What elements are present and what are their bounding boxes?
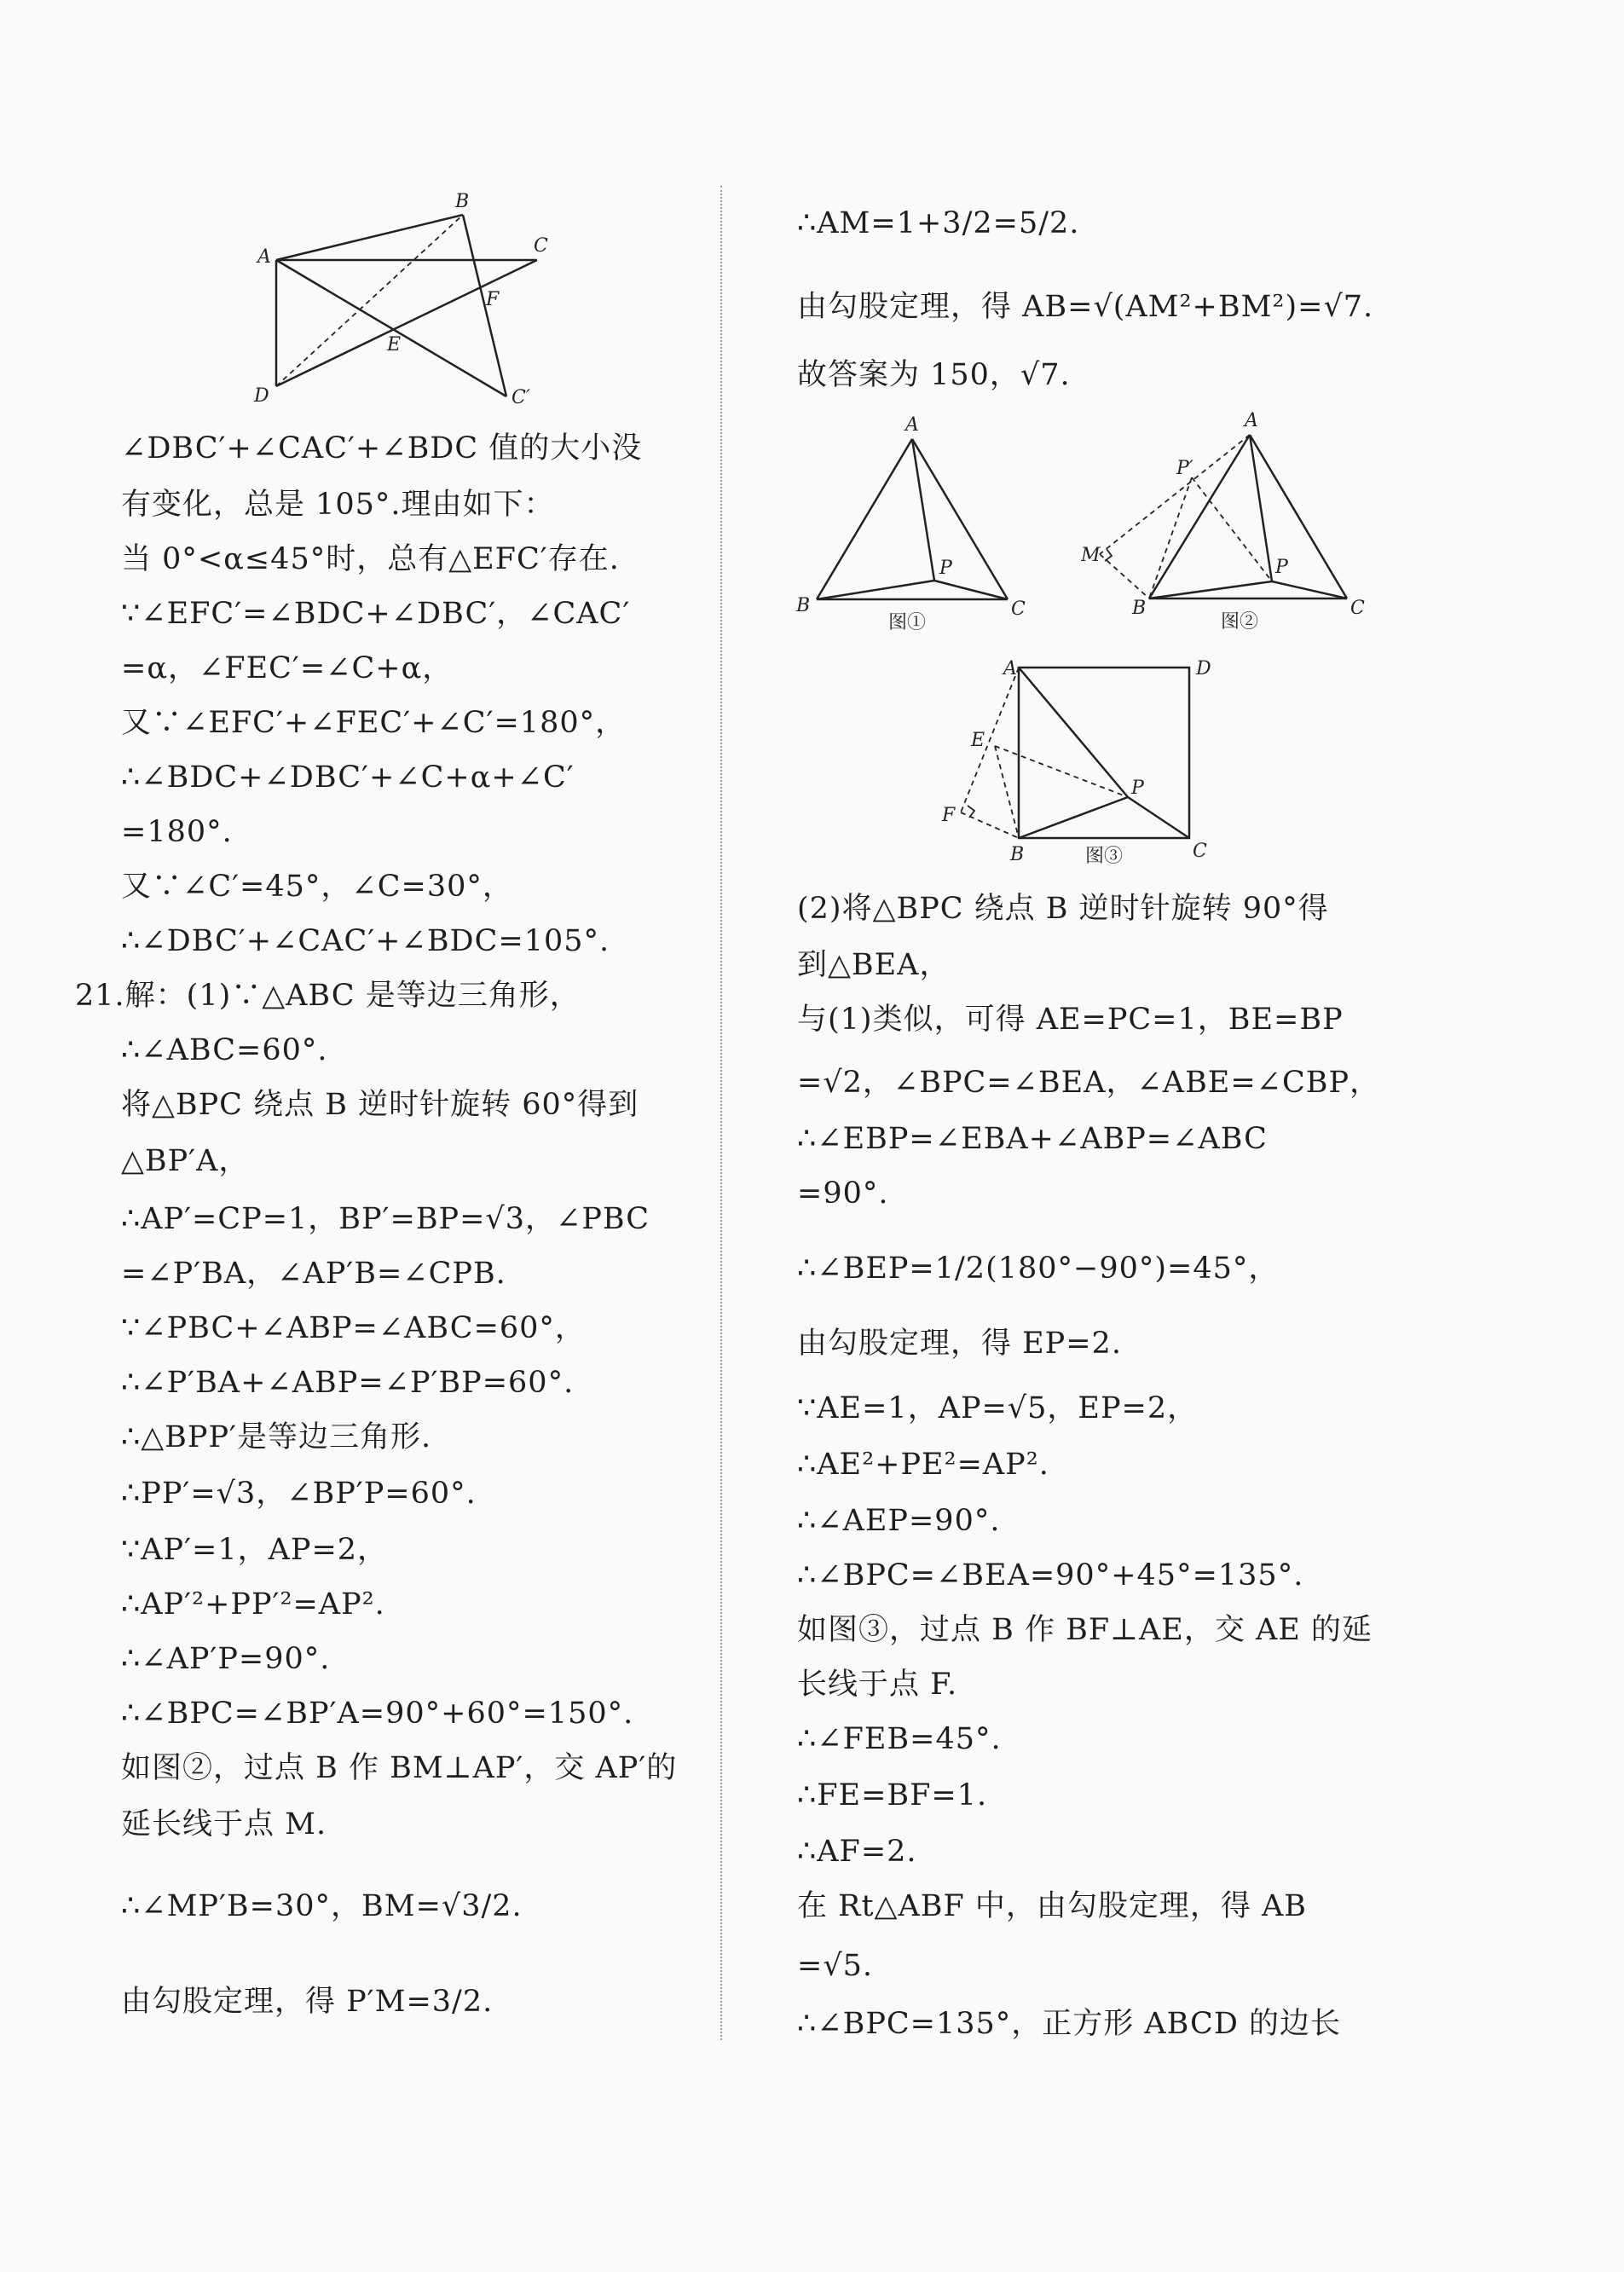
text-line: 将△BPC 绕点 B 逆时针旋转 60°得到 (121, 1088, 639, 1122)
label-a: A (1003, 658, 1017, 679)
text-line: ∴AF=2. (797, 1835, 917, 1869)
caption-figure-3: 图③ (1085, 846, 1124, 867)
label-d: D (1196, 658, 1211, 679)
text-line: 到△BEA， (797, 948, 951, 982)
caption-figure-2: 图② (1221, 611, 1259, 633)
label-m: M (1081, 545, 1101, 566)
label-e: E (387, 334, 402, 356)
segment-ac-prime (276, 260, 506, 396)
label-c: C (1350, 598, 1365, 619)
text-line: =√5. (797, 1949, 874, 1983)
text-line: ∴AP′=CP=1，BP′=BP=√3，∠PBC (121, 1202, 650, 1236)
label-b: B (796, 595, 811, 616)
text-line: 故答案为 150，√7. (797, 358, 1071, 392)
label-b: B (1010, 844, 1025, 865)
text-line: 又∵∠C′=45°，∠C=30°， (121, 870, 513, 904)
text-line: ∴∠FEB=45°. (797, 1722, 1002, 1756)
label-p-prime: P′ (1176, 458, 1193, 479)
text-line: ∴∠AEP=90°. (797, 1504, 1001, 1538)
segment-cp (1272, 581, 1347, 598)
text-line: ∴∠BDC+∠DBC′+∠C+α+∠C′ (121, 760, 575, 795)
text-line: ∴AE²+PE²=AP². (797, 1448, 1049, 1482)
figure-2 (1081, 409, 1379, 651)
text-line: ∴∠MP′B=30°，BM=√3/2. (121, 1889, 523, 1923)
label-a: A (257, 246, 271, 268)
text-line: 如图②，过点 B 作 BM⊥AP′，交 AP′的 (121, 1751, 678, 1785)
segment-ab (817, 439, 912, 599)
text-line: 如图③，过点 B 作 BF⊥AE，交 AE 的延 (797, 1613, 1373, 1647)
right-angle-mark (968, 806, 974, 818)
label-a: A (1245, 410, 1258, 431)
text-line: ∴PP′=√3，∠BP′P=60°. (121, 1477, 477, 1511)
segment-eb-dashed (995, 746, 1019, 838)
segment-ac (912, 439, 1008, 599)
text-line: 又∵∠EFC′+∠FEC′+∠C′=180°， (121, 706, 627, 740)
segment-ab (276, 215, 463, 260)
text-line: 延长线于点 M. (121, 1807, 327, 1841)
segment-bp (817, 581, 934, 599)
segment-dc (276, 260, 537, 386)
text-line: =180°. (121, 815, 233, 849)
label-c: C (534, 235, 548, 257)
label-d: D (254, 385, 269, 407)
text-line: ∴∠BPC=∠BEA=90°+45°=135°. (797, 1558, 1304, 1593)
segment-cp (934, 581, 1008, 599)
segment-ab (1149, 435, 1250, 598)
column-divider (720, 186, 722, 2040)
problem-21-heading: 21.解：(1)∵△ABC 是等边三角形， (75, 979, 581, 1013)
segment-p-prime-p-dashed (1192, 477, 1272, 581)
segment-am-dashed (1100, 435, 1250, 554)
text-line: ∴∠P′BA+∠ABP=∠P′BP=60°. (121, 1366, 575, 1400)
segment-ap (912, 439, 934, 581)
text-line: ∵AP′=1，AP=2， (121, 1533, 389, 1567)
text-line: =√2，∠BPC=∠BEA，∠ABE=∠CBP， (797, 1066, 1381, 1100)
text-line: 由勾股定理，得 EP=2. (797, 1327, 1122, 1361)
label-e: E (971, 730, 985, 751)
segment-ap (1019, 668, 1128, 797)
label-b: B (1132, 598, 1147, 619)
segment-mb-dashed (1100, 554, 1149, 598)
segment-af-dashed (961, 668, 1019, 812)
segment-bc-prime (463, 215, 506, 396)
label-p: P (1275, 557, 1288, 578)
label-a: A (905, 414, 919, 436)
text-line: (2)将△BPC 绕点 B 逆时针旋转 90°得 (797, 892, 1329, 926)
text-line: =α，∠FEC′=∠C+α， (121, 651, 454, 685)
text-line: 与(1)类似，可得 AE=PC=1，BE=BP (797, 1003, 1344, 1037)
text-line: 长线于点 F. (797, 1668, 958, 1702)
figure-top (247, 183, 571, 417)
label-c-prime: C′ (511, 387, 530, 408)
text-line: ∴△BPP′是等边三角形. (121, 1420, 432, 1454)
text-line: ∴∠DBC′+∠CAC′+∠BDC=105°. (121, 924, 610, 958)
text-line: ∵∠PBC+∠ABP=∠ABC=60°， (121, 1311, 586, 1345)
segment-ac (1250, 435, 1347, 598)
text-line: =∠P′BA，∠AP′B=∠CPB. (121, 1257, 506, 1291)
segment-ep-dashed (995, 746, 1128, 797)
text-line: 由勾股定理，得 AB=√(AM²+BM²)=√7. (797, 290, 1374, 324)
text-line: ∴∠EBP=∠EBA+∠ABP=∠ABC (797, 1122, 1268, 1156)
text-line: ∴∠BPC=∠BP′A=90°+60°=150°. (121, 1697, 634, 1731)
text-line: ∴∠BPC=135°，正方形 ABCD 的边长 (797, 2007, 1342, 2041)
text-line: 当 0°<α≤45°时，总有△EFC′存在. (121, 542, 620, 576)
text-line: ∴AP′²+PP′²=AP². (121, 1587, 385, 1622)
text-line: ∴AM=1+3/2=5/2. (797, 206, 1080, 240)
segment-bp (1019, 797, 1128, 838)
text-line: △BP′A， (121, 1144, 250, 1178)
label-c: C (1193, 841, 1207, 862)
label-c: C (1011, 598, 1026, 620)
label-p: P (939, 558, 952, 579)
segment-db-dashed (276, 215, 463, 386)
square-abcd (1019, 668, 1189, 838)
text-line: ∴FE=BF=1. (797, 1778, 988, 1812)
text-line: 由勾股定理，得 P′M=3/2. (121, 1985, 494, 2019)
text-line: ∵∠EFC′=∠BDC+∠DBC′，∠CAC′ (121, 597, 631, 631)
segment-cp (1128, 797, 1189, 838)
text-line: ∴∠ABC=60°. (121, 1033, 328, 1067)
segment-ap (1250, 435, 1272, 581)
text-line: ∴∠BEP=1/2(180°−90°)=45°， (797, 1252, 1280, 1286)
segment-bp (1149, 581, 1272, 598)
label-b: B (455, 191, 470, 212)
text-line: ∠DBC′+∠CAC′+∠BDC 值的大小没 (121, 431, 643, 465)
text-line: 有变化，总是 105°.理由如下： (121, 488, 555, 522)
right-angle-mark (1105, 549, 1112, 561)
label-f: F (486, 289, 500, 310)
label-f: F (942, 805, 956, 826)
text-line: ∵AE=1，AP=√5，EP=2， (797, 1391, 1199, 1425)
text-line: ∴∠AP′P=90°. (121, 1642, 331, 1676)
text-line: 在 Rt△ABF 中，由勾股定理，得 AB (797, 1889, 1307, 1923)
label-p: P (1131, 778, 1144, 799)
figure-3 (933, 652, 1232, 886)
figure-1 (793, 413, 1040, 647)
text-line: =90°. (797, 1176, 889, 1211)
caption-figure-1: 图① (888, 612, 927, 633)
